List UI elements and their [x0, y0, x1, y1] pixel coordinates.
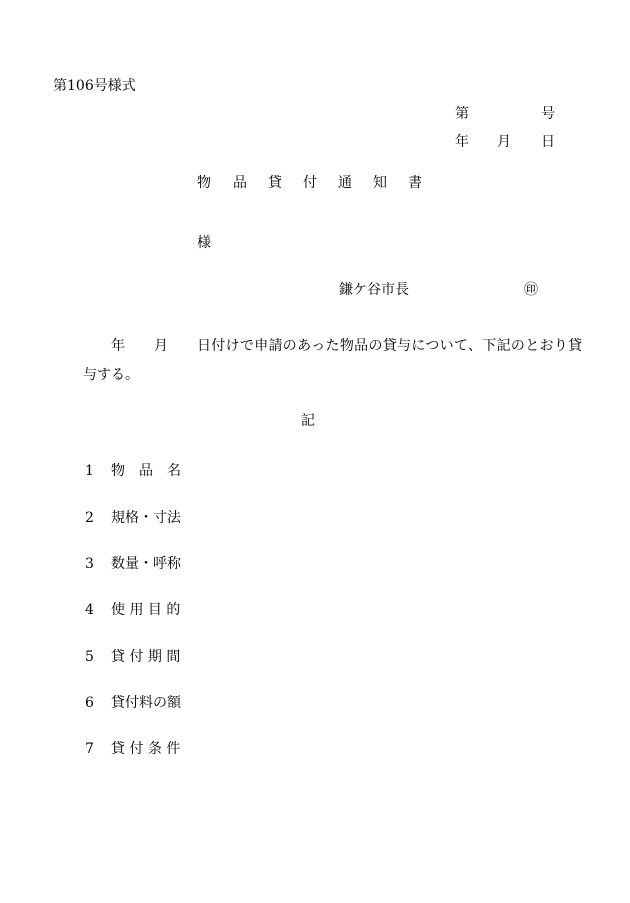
item-number: 6: [85, 695, 94, 711]
date-month: 月: [497, 134, 511, 150]
body-year: 年: [111, 338, 125, 354]
body-line2: 与する。: [83, 367, 139, 383]
doc-number-prefix: 第: [455, 106, 469, 122]
item-label: 物 品 名: [111, 463, 181, 479]
date-day: 日: [541, 134, 555, 150]
title-char: 知: [373, 175, 387, 191]
addressee-suffix: 様: [197, 235, 211, 251]
title-char: 品: [233, 175, 247, 191]
title-char: 物: [197, 175, 211, 191]
item-number: 1: [85, 463, 94, 479]
title-char: 貸: [268, 175, 282, 191]
item-number: 3: [85, 556, 94, 572]
title-char: 通: [338, 175, 352, 191]
date-year: 年: [455, 134, 469, 150]
body-month: 月: [154, 338, 168, 354]
seal-mark: ㊞: [524, 282, 538, 298]
body-line1: 日付けで申請のあった物品の貸与について、下記のとおり貸: [197, 338, 583, 354]
form-number: 第106号様式: [53, 78, 136, 94]
title-char: 書: [408, 175, 422, 191]
ki-heading: 記: [301, 413, 315, 429]
title-char: 付: [303, 175, 317, 191]
item-number: 2: [85, 510, 94, 526]
item-label: 数量・呼称: [111, 556, 181, 572]
issuer-name: 鎌ケ谷市長: [339, 282, 409, 298]
item-number: 4: [85, 602, 94, 618]
item-label: 規格・寸法: [111, 510, 181, 526]
doc-number-suffix: 号: [541, 106, 555, 122]
item-label: 貸 付 期 間: [111, 649, 181, 665]
item-label: 貸付料の額: [111, 695, 181, 711]
item-label: 貸 付 条 件: [111, 741, 181, 757]
item-label: 使 用 目 的: [111, 602, 181, 618]
item-number: 5: [85, 649, 94, 665]
item-number: 7: [85, 741, 94, 757]
